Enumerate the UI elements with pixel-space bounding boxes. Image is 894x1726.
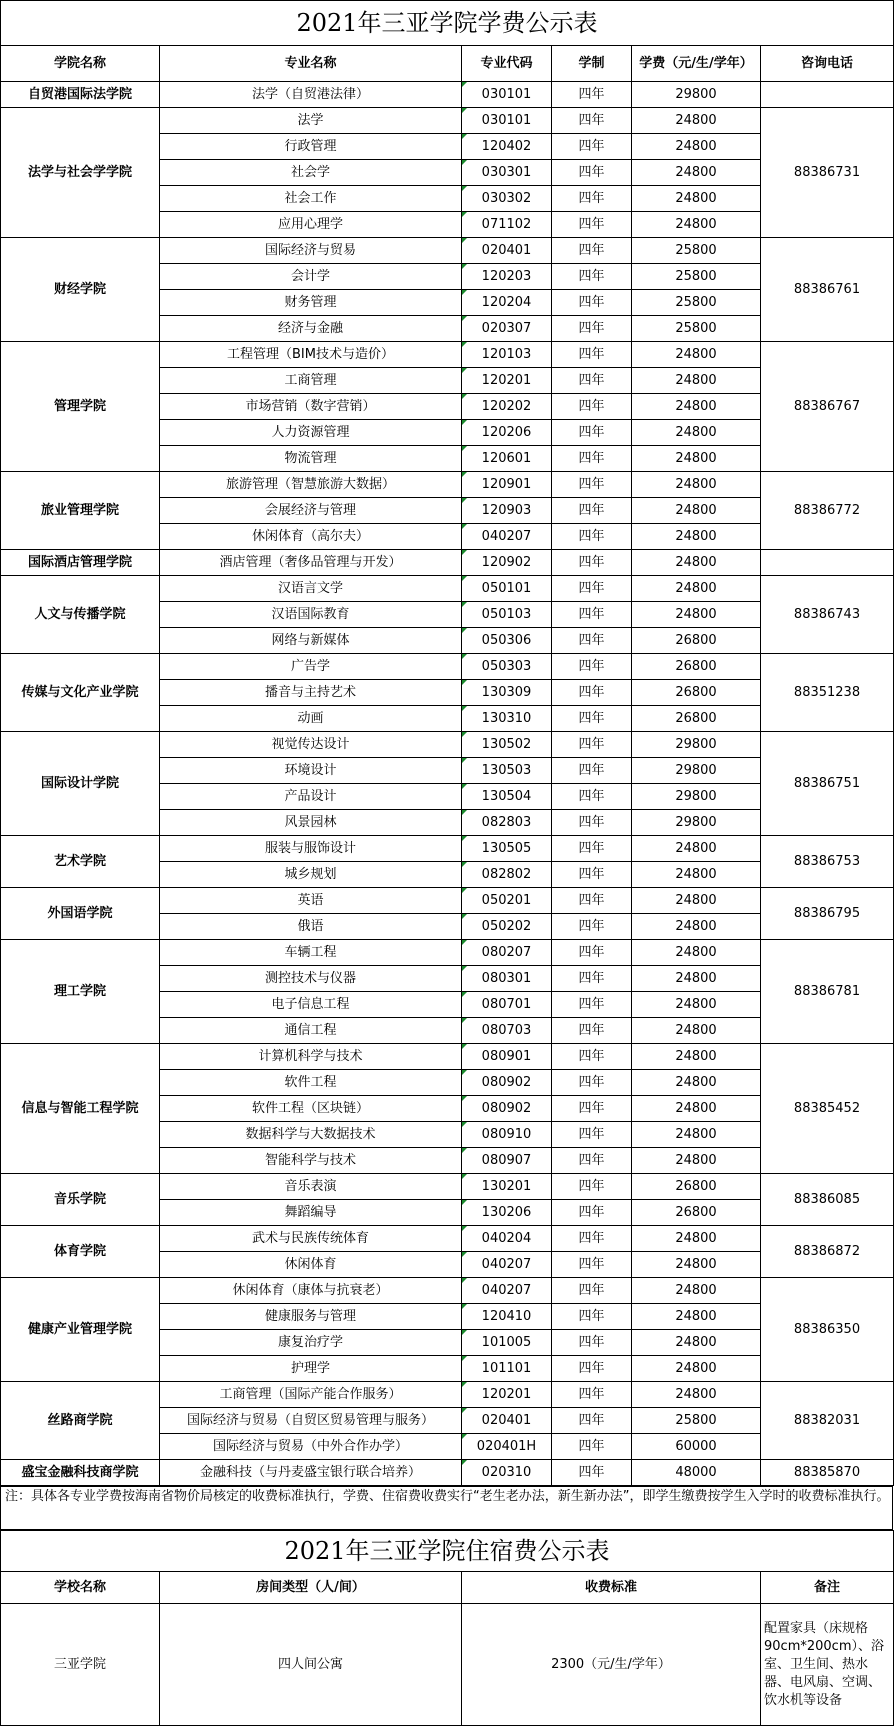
- major-code: 120204: [462, 290, 552, 316]
- duration: 四年: [552, 498, 632, 524]
- duration: 四年: [552, 654, 632, 680]
- duration: 四年: [552, 1148, 632, 1174]
- college-name: 艺术学院: [1, 836, 160, 888]
- major-code: 120601: [462, 446, 552, 472]
- tuition-fee: 24800: [632, 992, 761, 1018]
- duration: 四年: [552, 108, 632, 134]
- table-row: [1, 472, 894, 498]
- major-code: 080901: [462, 1044, 552, 1070]
- major-code: 120201: [462, 368, 552, 394]
- contact-phone: 88386753: [761, 836, 894, 888]
- contact-phone: [761, 82, 894, 108]
- contact-phone: [761, 550, 894, 576]
- duration: 四年: [552, 888, 632, 914]
- tuition-fee: 24800: [632, 160, 761, 186]
- college-name: 体育学院: [1, 1226, 160, 1278]
- duration: 四年: [552, 550, 632, 576]
- duration: 四年: [552, 186, 632, 212]
- major-code: 040207: [462, 524, 552, 550]
- header-code: 专业代码: [462, 46, 552, 82]
- major-name: 工商管理: [160, 368, 462, 394]
- major-name: 汉语言文学: [160, 576, 462, 602]
- duration: 四年: [552, 732, 632, 758]
- tuition-fee: 24800: [632, 1070, 761, 1096]
- major-name: 英语: [160, 888, 462, 914]
- tuition-fee: 24800: [632, 472, 761, 498]
- college-name: 自贸港国际法学院: [1, 82, 160, 108]
- table-row: [1, 732, 894, 758]
- table-row: [1, 576, 894, 602]
- major-name: 城乡规划: [160, 862, 462, 888]
- tuition-fee: 24800: [632, 966, 761, 992]
- duration: 四年: [552, 1070, 632, 1096]
- duration: 四年: [552, 706, 632, 732]
- tuition-fee: 26800: [632, 654, 761, 680]
- tuition-fee: 29800: [632, 810, 761, 836]
- contact-phone: 88386350: [761, 1278, 894, 1382]
- duration: 四年: [552, 1096, 632, 1122]
- tuition-table-title: 2021年三亚学院学费公示表: [1, 1, 894, 46]
- major-name: 社会工作: [160, 186, 462, 212]
- tuition-fee: 29800: [632, 82, 761, 108]
- tuition-fee: 25800: [632, 316, 761, 342]
- duration: 四年: [552, 992, 632, 1018]
- dorm-remark: 配置家具（床规格90cm*200cm）、浴室、卫生间、热水器、电风扇、空调、饮水机等设备: [761, 1604, 894, 1726]
- duration: 四年: [552, 238, 632, 264]
- duration: 四年: [552, 212, 632, 238]
- tuition-fee: 24800: [632, 576, 761, 602]
- duration: 四年: [552, 1408, 632, 1434]
- major-name: 环境设计: [160, 758, 462, 784]
- tuition-fee: 26800: [632, 628, 761, 654]
- college-name: 音乐学院: [1, 1174, 160, 1226]
- duration: 四年: [552, 264, 632, 290]
- major-name: 风景园林: [160, 810, 462, 836]
- duration: 四年: [552, 1044, 632, 1070]
- major-name: 酒店管理（奢侈品管理与开发）: [160, 550, 462, 576]
- tuition-fee: 24800: [632, 1148, 761, 1174]
- major-code: 130206: [462, 1200, 552, 1226]
- contact-phone: 88386085: [761, 1174, 894, 1226]
- major-code: 130310: [462, 706, 552, 732]
- major-code: 050101: [462, 576, 552, 602]
- major-name: 广告学: [160, 654, 462, 680]
- major-code: 130309: [462, 680, 552, 706]
- duration: 四年: [552, 602, 632, 628]
- tuition-fee: 25800: [632, 264, 761, 290]
- dorm-school: 三亚学院: [1, 1604, 160, 1726]
- tuition-fee: 24800: [632, 212, 761, 238]
- college-name: 国际设计学院: [1, 732, 160, 836]
- college-name: 管理学院: [1, 342, 160, 472]
- table-row: [1, 1278, 894, 1304]
- major-name: 舞蹈编导: [160, 1200, 462, 1226]
- major-code: 120202: [462, 394, 552, 420]
- tuition-fee: 24800: [632, 1226, 761, 1252]
- major-name: 会展经济与管理: [160, 498, 462, 524]
- major-name: 行政管理: [160, 134, 462, 160]
- major-name: 播音与主持艺术: [160, 680, 462, 706]
- header-phone: 咨询电话: [761, 46, 894, 82]
- contact-phone: 88386795: [761, 888, 894, 940]
- major-code: 080902: [462, 1096, 552, 1122]
- major-name: 汉语国际教育: [160, 602, 462, 628]
- dorm-fee-standard: 2300（元/生/学年）: [462, 1604, 761, 1726]
- dorm-table-title: 2021年三亚学院住宿费公示表: [1, 1531, 894, 1572]
- header-duration: 学制: [552, 46, 632, 82]
- duration: 四年: [552, 628, 632, 654]
- contact-phone: 88386767: [761, 342, 894, 472]
- major-code: 120901: [462, 472, 552, 498]
- major-code: 040207: [462, 1278, 552, 1304]
- table-row: [1, 82, 894, 108]
- major-name: 音乐表演: [160, 1174, 462, 1200]
- table-row: [1, 654, 894, 680]
- major-name: 动画: [160, 706, 462, 732]
- tuition-fee: 48000: [632, 1460, 761, 1486]
- tuition-fee: 24800: [632, 1122, 761, 1148]
- major-code: 082803: [462, 810, 552, 836]
- college-name: 丝路商学院: [1, 1382, 160, 1460]
- college-name: 理工学院: [1, 940, 160, 1044]
- dorm-room-type: 四人间公寓: [160, 1604, 462, 1726]
- duration: 四年: [552, 1018, 632, 1044]
- duration: 四年: [552, 1460, 632, 1486]
- tuition-fee: 24800: [632, 368, 761, 394]
- tuition-fee: 26800: [632, 1200, 761, 1226]
- major-name: 服装与服饰设计: [160, 836, 462, 862]
- major-name: 工程管理（BIM技术与造价）: [160, 342, 462, 368]
- duration: 四年: [552, 940, 632, 966]
- table-row: [1, 1044, 894, 1070]
- duration: 四年: [552, 446, 632, 472]
- table-row: [1, 1226, 894, 1252]
- major-code: 120903: [462, 498, 552, 524]
- college-name: 国际酒店管理学院: [1, 550, 160, 576]
- major-code: 080701: [462, 992, 552, 1018]
- contact-phone: 88382031: [761, 1382, 894, 1460]
- contact-phone: 88386743: [761, 576, 894, 654]
- major-code: 080703: [462, 1018, 552, 1044]
- tuition-fee: 24800: [632, 940, 761, 966]
- duration: 四年: [552, 394, 632, 420]
- header-remark: 备注: [761, 1572, 894, 1604]
- duration: 四年: [552, 1356, 632, 1382]
- table-row: [1, 1460, 894, 1486]
- college-name: 人文与传播学院: [1, 576, 160, 654]
- major-name: 车辆工程: [160, 940, 462, 966]
- major-name: 通信工程: [160, 1018, 462, 1044]
- contact-phone: 88351238: [761, 654, 894, 732]
- major-code: 130201: [462, 1174, 552, 1200]
- major-name: 国际经济与贸易: [160, 238, 462, 264]
- duration: 四年: [552, 316, 632, 342]
- table-row: [1, 238, 894, 264]
- major-code: 030101: [462, 108, 552, 134]
- duration: 四年: [552, 1278, 632, 1304]
- college-name: 旅业管理学院: [1, 472, 160, 550]
- major-code: 080907: [462, 1148, 552, 1174]
- major-code: 020401H: [462, 1434, 552, 1460]
- major-code: 120206: [462, 420, 552, 446]
- header-college: 学院名称: [1, 46, 160, 82]
- tuition-fee: 25800: [632, 290, 761, 316]
- duration: 四年: [552, 914, 632, 940]
- major-code: 020401: [462, 1408, 552, 1434]
- duration: 四年: [552, 1304, 632, 1330]
- major-code: 080301: [462, 966, 552, 992]
- tuition-fee: 24800: [632, 524, 761, 550]
- college-name: 盛宝金融科技商学院: [1, 1460, 160, 1486]
- major-name: 休闲体育（高尔夫）: [160, 524, 462, 550]
- duration: 四年: [552, 1200, 632, 1226]
- major-code: 040207: [462, 1252, 552, 1278]
- duration: 四年: [552, 1252, 632, 1278]
- header-school: 学校名称: [1, 1572, 160, 1604]
- major-code: 050306: [462, 628, 552, 654]
- major-code: 120410: [462, 1304, 552, 1330]
- college-name: 信息与智能工程学院: [1, 1044, 160, 1174]
- tuition-fee: 24800: [632, 342, 761, 368]
- tuition-fee: 24800: [632, 186, 761, 212]
- duration: 四年: [552, 160, 632, 186]
- major-name: 国际经济与贸易（中外合作办学）: [160, 1434, 462, 1460]
- table-row: [1, 550, 894, 576]
- contact-phone: 88386772: [761, 472, 894, 550]
- table-row: [1, 342, 894, 368]
- college-name: 健康产业管理学院: [1, 1278, 160, 1382]
- tuition-fee: 24800: [632, 836, 761, 862]
- tuition-fee: 24800: [632, 1278, 761, 1304]
- major-name: 工商管理（国际产能合作服务）: [160, 1382, 462, 1408]
- major-name: 旅游管理（智慧旅游大数据）: [160, 472, 462, 498]
- duration: 四年: [552, 1434, 632, 1460]
- major-name: 国际经济与贸易（自贸区贸易管理与服务）: [160, 1408, 462, 1434]
- major-code: 120201: [462, 1382, 552, 1408]
- tuition-fee: 24800: [632, 498, 761, 524]
- major-code: 120402: [462, 134, 552, 160]
- major-code: 040204: [462, 1226, 552, 1252]
- duration: 四年: [552, 368, 632, 394]
- major-code: 120203: [462, 264, 552, 290]
- major-code: 101005: [462, 1330, 552, 1356]
- table-row: [1, 108, 894, 134]
- table-row: [1, 836, 894, 862]
- tuition-note-table: [0, 1486, 893, 1530]
- major-name: 休闲体育: [160, 1252, 462, 1278]
- major-code: 050201: [462, 888, 552, 914]
- contact-phone: 88385870: [761, 1460, 894, 1486]
- tuition-fee: 24800: [632, 550, 761, 576]
- college-name: 财经学院: [1, 238, 160, 342]
- duration: 四年: [552, 1330, 632, 1356]
- duration: 四年: [552, 758, 632, 784]
- major-code: 050202: [462, 914, 552, 940]
- major-name: 市场营销（数字营销）: [160, 394, 462, 420]
- duration: 四年: [552, 784, 632, 810]
- tuition-fee: 24800: [632, 602, 761, 628]
- tuition-fee: 24800: [632, 1330, 761, 1356]
- tuition-fee: 24800: [632, 134, 761, 160]
- table-row: [1, 940, 894, 966]
- major-code: 020307: [462, 316, 552, 342]
- tuition-fee: 60000: [632, 1434, 761, 1460]
- major-name: 金融科技（与丹麦盛宝银行联合培养）: [160, 1460, 462, 1486]
- major-name: 俄语: [160, 914, 462, 940]
- duration: 四年: [552, 134, 632, 160]
- contact-phone: 88386872: [761, 1226, 894, 1278]
- duration: 四年: [552, 836, 632, 862]
- major-code: 101101: [462, 1356, 552, 1382]
- duration: 四年: [552, 1226, 632, 1252]
- dorm-header-row: [1, 1572, 894, 1604]
- duration: 四年: [552, 1382, 632, 1408]
- duration: 四年: [552, 680, 632, 706]
- tuition-fee: 24800: [632, 888, 761, 914]
- contact-phone: 88386781: [761, 940, 894, 1044]
- tuition-note: 注：具体各专业学费按海南省物价局核定的收费标准执行，学费、住宿费收费实行“老生老办法，新生新办法”，即学生缴费按学生入学时的收费标准执行。: [1, 1487, 893, 1530]
- contact-phone: 88386731: [761, 108, 894, 238]
- tuition-fee: 24800: [632, 1356, 761, 1382]
- tuition-fee: 26800: [632, 1174, 761, 1200]
- duration: 四年: [552, 966, 632, 992]
- duration: 四年: [552, 576, 632, 602]
- contact-phone: 88385452: [761, 1044, 894, 1174]
- major-code: 130505: [462, 836, 552, 862]
- tuition-fee: 24800: [632, 446, 761, 472]
- duration: 四年: [552, 524, 632, 550]
- tuition-fee: 24800: [632, 1382, 761, 1408]
- contact-phone: 88386751: [761, 732, 894, 836]
- major-code: 120902: [462, 550, 552, 576]
- header-fee-standard: 收费标准: [462, 1572, 761, 1604]
- major-name: 财务管理: [160, 290, 462, 316]
- major-code: 071102: [462, 212, 552, 238]
- tuition-fee: 24800: [632, 1044, 761, 1070]
- tuition-fee: 24800: [632, 1252, 761, 1278]
- duration: 四年: [552, 342, 632, 368]
- duration: 四年: [552, 82, 632, 108]
- duration: 四年: [552, 1174, 632, 1200]
- duration: 四年: [552, 290, 632, 316]
- header-room-type: 房间类型（人/间）: [160, 1572, 462, 1604]
- duration: 四年: [552, 810, 632, 836]
- major-name: 社会学: [160, 160, 462, 186]
- major-code: 130504: [462, 784, 552, 810]
- major-name: 护理学: [160, 1356, 462, 1382]
- major-name: 计算机科学与技术: [160, 1044, 462, 1070]
- major-name: 休闲体育（康体与抗衰老）: [160, 1278, 462, 1304]
- major-code: 020401: [462, 238, 552, 264]
- college-name: 法学与社会学学院: [1, 108, 160, 238]
- major-code: 030302: [462, 186, 552, 212]
- tuition-header-row: [1, 46, 894, 82]
- tuition-fee: 24800: [632, 1018, 761, 1044]
- major-code: 120103: [462, 342, 552, 368]
- duration: 四年: [552, 862, 632, 888]
- tuition-fee: 24800: [632, 1096, 761, 1122]
- tuition-fee: 26800: [632, 680, 761, 706]
- major-code: 080910: [462, 1122, 552, 1148]
- tuition-fee: 24800: [632, 862, 761, 888]
- major-code: 130503: [462, 758, 552, 784]
- major-name: 法学: [160, 108, 462, 134]
- major-name: 视觉传达设计: [160, 732, 462, 758]
- major-name: 网络与新媒体: [160, 628, 462, 654]
- major-name: 软件工程（区块链）: [160, 1096, 462, 1122]
- major-code: 080207: [462, 940, 552, 966]
- tuition-fee: 25800: [632, 1408, 761, 1434]
- major-code: 050303: [462, 654, 552, 680]
- table-row: [1, 1382, 894, 1408]
- major-name: 软件工程: [160, 1070, 462, 1096]
- table-row: [1, 888, 894, 914]
- major-name: 康复治疗学: [160, 1330, 462, 1356]
- dorm-row: [1, 1604, 894, 1726]
- tuition-fee: 24800: [632, 108, 761, 134]
- major-name: 电子信息工程: [160, 992, 462, 1018]
- major-name: 测控技术与仪器: [160, 966, 462, 992]
- major-name: 数据科学与大数据技术: [160, 1122, 462, 1148]
- table-row: [1, 1174, 894, 1200]
- major-code: 082802: [462, 862, 552, 888]
- tuition-fee: 24800: [632, 420, 761, 446]
- header-major: 专业名称: [160, 46, 462, 82]
- tuition-fee: 29800: [632, 732, 761, 758]
- tuition-fee: 24800: [632, 914, 761, 940]
- major-name: 健康服务与管理: [160, 1304, 462, 1330]
- tuition-fee: 24800: [632, 394, 761, 420]
- contact-phone: 88386761: [761, 238, 894, 342]
- major-code: 020310: [462, 1460, 552, 1486]
- college-name: 外国语学院: [1, 888, 160, 940]
- tuition-fee: 24800: [632, 1304, 761, 1330]
- major-name: 人力资源管理: [160, 420, 462, 446]
- major-code: 130502: [462, 732, 552, 758]
- major-name: 物流管理: [160, 446, 462, 472]
- major-code: 080902: [462, 1070, 552, 1096]
- duration: 四年: [552, 1122, 632, 1148]
- header-fee: 学费（元/生/学年）: [632, 46, 761, 82]
- major-name: 武术与民族传统体育: [160, 1226, 462, 1252]
- major-code: 030301: [462, 160, 552, 186]
- tuition-fee: 29800: [632, 784, 761, 810]
- tuition-fee: 29800: [632, 758, 761, 784]
- major-name: 产品设计: [160, 784, 462, 810]
- tuition-fee: 25800: [632, 238, 761, 264]
- major-name: 法学（自贸港法律）: [160, 82, 462, 108]
- major-name: 经济与金融: [160, 316, 462, 342]
- college-name: 传媒与文化产业学院: [1, 654, 160, 732]
- major-name: 会计学: [160, 264, 462, 290]
- tuition-fee: 26800: [632, 706, 761, 732]
- dorm-table: [0, 1530, 894, 1726]
- major-code: 030101: [462, 82, 552, 108]
- duration: 四年: [552, 420, 632, 446]
- major-code: 050103: [462, 602, 552, 628]
- major-name: 智能科学与技术: [160, 1148, 462, 1174]
- major-name: 应用心理学: [160, 212, 462, 238]
- duration: 四年: [552, 472, 632, 498]
